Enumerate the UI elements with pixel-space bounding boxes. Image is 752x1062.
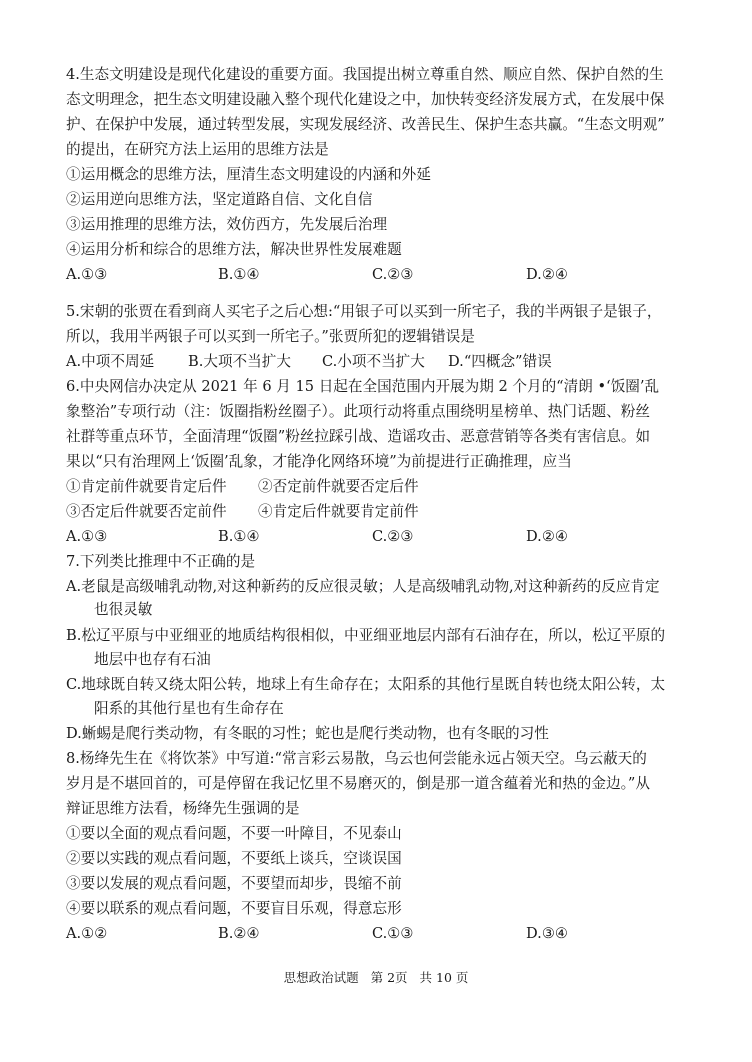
q8-option-a: A.①②: [66, 925, 108, 942]
q8-item-3: ③要以发展的观点看问题，不要望而却步，畏缩不前: [66, 875, 402, 892]
q8-stem-line-3: 辩证思维方法看，杨绛先生强调的是: [66, 800, 300, 817]
q7-choice-b-line-1: B.松辽平原与中亚细亚的地质结构很相似，中亚细亚地层内部有石油存在，所以，松辽平原的: [66, 627, 666, 644]
q4-item-2: ②运用逆向思维方法，坚定道路自信、文化自信: [66, 191, 373, 208]
q4-stem-line-3: 护、在保护中发展，通过转型发展，实现发展经济、改善民生、保护生态共赢。“生态文明观”: [66, 116, 665, 133]
q6-stem-line-4: 果以“只有治理网上‘饭圈’乱象，才能净化网络环境”为前提进行正确推理，应当: [66, 453, 572, 470]
q4-stem-line-1: 4.生态文明建设是现代化建设的重要方面。我国提出树立尊重自然、顺应自然、保护自然的生: [66, 66, 664, 83]
footer-subject: 思想政治试题: [283, 970, 359, 985]
q5-stem-line-1: 5.宋朝的张贾在看到商人买宅子之后心想:“用银子可以买到一所宅子，我的半两银子是银子，: [66, 303, 662, 320]
q6-item-4: ④肯定后件就要肯定前件: [258, 503, 419, 520]
q6-item-3: ③否定后件就要否定前件: [66, 503, 227, 520]
q8-item-1: ①要以全面的观点看问题，不要一叶障目，不见泰山: [66, 825, 402, 842]
q4-option-b: B.①④: [218, 266, 260, 283]
q5-option-b: B.大项不当扩大: [188, 353, 291, 370]
q6-stem-line-3: 社群等重点环节，全面清理“饭圈”粉丝拉踩引战、造谣攻击、恶意营销等各类有害信息。如: [66, 428, 651, 445]
q5-stem-line-2: 所以，我用半两银子可以买到一所宅子。”张贾所犯的逻辑错误是: [66, 328, 475, 345]
q8-item-4: ④要以联系的观点看问题，不要盲目乐观，得意忘形: [66, 900, 402, 917]
q4-item-3: ③运用推理的思维方法，效仿西方，先发展后治理: [66, 216, 388, 233]
footer-total-pages: 共 10 页: [419, 970, 469, 985]
q8-option-c: C.①③: [372, 925, 414, 942]
q5-option-d: D.“四概念”错误: [448, 353, 552, 370]
q6-stem-line-1: 6.中央网信办决定从 2021 年 6 月 15 日起在全国范围内开展为期 2 个月的“清朗 •‘饭圈’乱: [66, 378, 660, 395]
q4-stem-line-4: 的提出，在研究方法上运用的思维方法是: [66, 141, 329, 158]
q7-stem: 7.下列类比推理中不正确的是: [66, 553, 256, 570]
q7-choice-c-line-1: C.地球既自转又绕太阳公转，地球上有生命存在；太阳系的其他行星既自转也绕太阳公转，太: [66, 676, 666, 693]
q7-choice-a-line-1: A.老鼠是高级哺乳动物,对这种新药的反应很灵敏；人是高级哺乳动物,对这种新药的反应肯定: [66, 578, 660, 595]
q7-choice-d: D.蜥蜴是爬行类动物，有冬眠的习性；蛇也是爬行类动物，也有冬眠的习性: [66, 725, 549, 742]
q8-option-b: B.②④: [218, 925, 260, 942]
q5-option-a: A.中项不周延: [66, 353, 155, 370]
q6-option-d: D.②④: [526, 528, 568, 545]
q7-choice-b-line-2: 地层中也存有石油: [94, 651, 211, 668]
q6-option-c: C.②③: [372, 528, 414, 545]
q6-item-2: ②否定前件就要否定后件: [258, 478, 419, 495]
q4-option-a: A.①③: [66, 266, 108, 283]
q6-stem-line-2: 象整治”专项行动（注：饭圈指粉丝圈子）。此项行动将重点围绕明星榜单、热门话题、粉丝: [66, 403, 650, 420]
q8-stem-line-1: 8.杨绛先生在《将饮茶》中写道:“常言彩云易散，乌云也何尝能永远占领天空。乌云蔽天的: [66, 750, 647, 767]
q5-option-c: C.小项不当扩大: [322, 353, 425, 370]
q6-item-1: ①肯定前件就要肯定后件: [66, 478, 227, 495]
q4-option-c: C.②③: [372, 266, 414, 283]
q4-item-1: ①运用概念的思维方法，厘清生态文明建设的内涵和外延: [66, 166, 431, 183]
q7-choice-c-line-2: 阳系的其他行星也有生命存在: [94, 700, 284, 717]
q6-option-b: B.①④: [218, 528, 260, 545]
q8-stem-line-2: 岁月是不堪回首的，可是停留在我记忆里不易磨灭的，倒是那一道含蕴着光和热的金边。”从: [66, 775, 650, 792]
q8-option-d: D.③④: [526, 925, 568, 942]
q4-stem-line-2: 态文明理念，把生态文明建设融入整个现代化建设之中，加快转变经济发展方式，在发展中保: [66, 91, 665, 108]
q4-option-d: D.②④: [526, 266, 568, 283]
page-footer: [0, 970, 752, 986]
q4-item-4: ④运用分析和综合的思维方法，解决世界性发展难题: [66, 241, 402, 258]
footer-page-number: 第 2页: [370, 970, 408, 985]
q8-item-2: ②要以实践的观点看问题，不要纸上谈兵，空谈误国: [66, 850, 402, 867]
q7-choice-a-line-2: 也很灵敏: [94, 601, 153, 618]
q6-option-a: A.①③: [66, 528, 108, 545]
